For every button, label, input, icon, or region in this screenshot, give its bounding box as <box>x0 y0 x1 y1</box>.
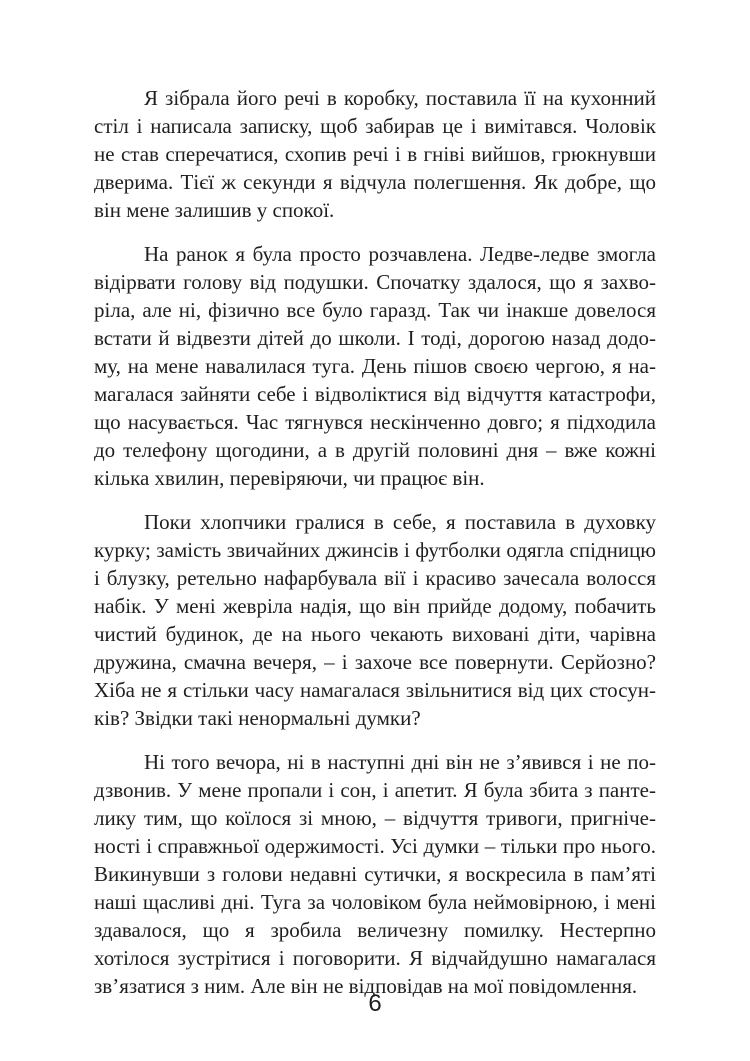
paragraph-2: На ранок я була просто розчавлена. Ледве-ледве змогла відірвати голову від подушки. Спочатку здалося, що я захворіла, але ні, фізично все було гаразд. Так чи інакше довелося встати й відвезти дітей до школи. І тоді, дорогою назад додому, на мене навалилася туга. День пішов своєю чергою, я намагалася зайняти себе і відволіктися від відчуття катастрофи, що насувається. Час тягнувся нескінченно довго; я підходила до телефону щогодини, а в другій половині дня – вже кожні кілька хвилин, перевіряючи, чи працює він. <box>94 242 656 490</box>
page-body <box>94 84 656 1016</box>
page-number: 6 <box>368 990 382 1017</box>
paragraph-3: Поки хлопчики гралися в себе, я поставила в духовку курку; замість звичайних джинсів і футболки одягла спідницю і блузку, ретельно нафарбувала вії і красиво зачесала волосся набік. У мені жевріла надія, що він прийде додому, побачить чистий будинок, де на нього чекають виховані діти, чарівна дружина, смачна вечеря, – і захоче все повернути. Серйозно? Хіба не я стільки часу намагалася звільнитися від цих стосунків? Звідки такі ненормальні думки? <box>94 510 656 730</box>
paragraph-1: Я зібрала його речі в коробку, поставила її на кухонний стіл і написала записку, щоб забирав це і вимітався. Чоловік не став сперечатися, схопив речі і в гніві вийшов, грюкнувши дверима. Тієї ж секунди я відчула полегшення. Як добре, що він мене залишив у спокої. <box>94 86 656 222</box>
paragraph-4: Ні того вечора, ні в наступні дні він не з’явився і не подзвонив. У мене пропали і сон, і апетит. Я була збита з пантелику тим, що коїлося зі мною, – відчуття тривоги, пригніченості і справжньої одержимості. Усі думки – тільки про нього. Викинувши з голови недавні сутички, я воскресила в пам’яті наші щасливі дні. Туга за чоловіком була неймовірною, і мені здавалося, що я зробила величезну помилку. Нестерпно хотілося зустрітися і поговорити. Я відчайдушно намагалася зв’язатися з ним. Але він не відповідав на мої повідомлення. <box>94 750 656 998</box>
